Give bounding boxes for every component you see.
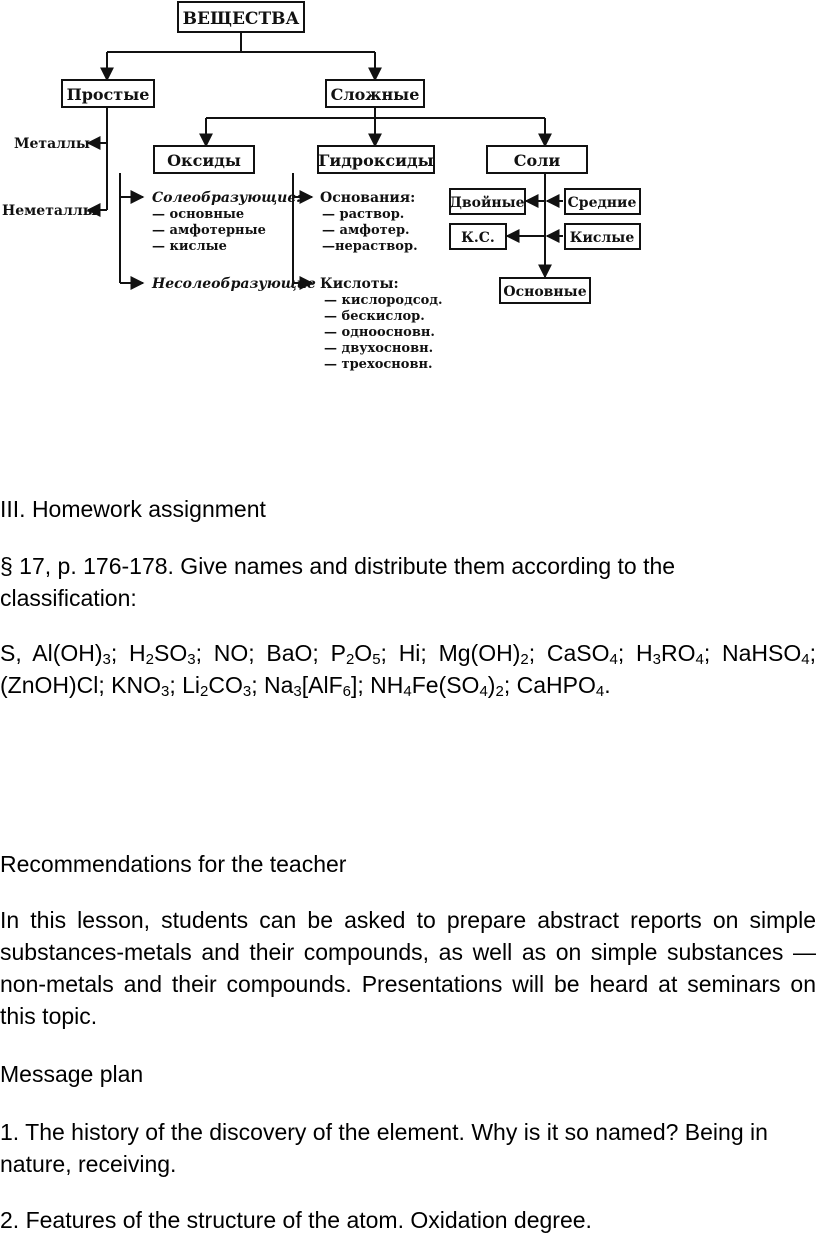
- metals-label: Металлы: [14, 136, 90, 152]
- oxide-type-basic: — основные: [152, 207, 245, 222]
- message-plan-heading: Message plan: [0, 1061, 144, 1087]
- plan-item-2: 2. Features of the structure of the atom. Oxidation degree.: [0, 1207, 592, 1233]
- hydroxides-node: [318, 146, 434, 173]
- acid-type-tribasic: — трехосновн.: [324, 357, 433, 372]
- simple-node: [62, 80, 154, 107]
- bases-label: Основания:: [320, 190, 416, 206]
- salts-label: Соли: [513, 151, 561, 170]
- complex-node: [326, 80, 424, 107]
- acid-salts-label: Кислые: [569, 230, 635, 246]
- simple-label: Простые: [66, 85, 150, 104]
- base-type-amphoteric: — амфотер.: [322, 223, 410, 238]
- acids-label: Кислоты:: [320, 276, 399, 292]
- basic-salts-label: Основные: [503, 284, 587, 300]
- nonmetals-label: Неметаллы: [2, 203, 97, 219]
- acid-salts-node: [565, 224, 640, 249]
- root-label: ВЕЩЕСТВА: [182, 9, 300, 29]
- non-salt-forming-oxides-label: Несолеобразующие: [152, 276, 316, 292]
- teacher-heading: Recommendations for the teacher: [0, 851, 347, 877]
- plan-item-1: 1. The history of the discovery of the element. Why is it so named? Being in nature, receiving.: [0, 1119, 768, 1177]
- salt-forming-oxides-label: Солеобразующие:: [152, 190, 302, 206]
- double-salts-node: [449, 189, 525, 214]
- complex-salts-node: [450, 224, 506, 249]
- medium-salts-label: Средние: [567, 195, 637, 211]
- root-node: [178, 2, 304, 32]
- base-type-soluble: — раствор.: [322, 207, 405, 222]
- substances-classification-diagram: [0, 0, 816, 390]
- homework-heading: III. Homework assignment: [0, 496, 266, 522]
- complex-salts-label: К.С.: [461, 230, 495, 246]
- homework-formulas: S, $Al(OH)_3$; $H_2SO_3$; NO; BaO; $P_2O_5$; Hi; $Mg(OH)_2$; CaSO$_4$; $H_3RO_4$; NaHSO$_4$; (ZnOH)Cl; $KNO_3$; $Li_2CO_3$; $Na_3[AlF_6]$; $NH_4Fe(SO_4)_2$; CaHPO$_4$.: [0, 640, 816, 700]
- base-type-insoluble: —нераствор.: [322, 239, 418, 254]
- homework-instruction: § 17, p. 176-178. Give names and distribute them according to the classification:: [0, 553, 676, 611]
- acid-type-oxygen-free: — бескислор.: [324, 309, 425, 324]
- oxide-type-acidic: — кислые: [152, 239, 227, 254]
- medium-salts-node: [565, 189, 640, 214]
- oxides-node: [154, 146, 254, 173]
- oxide-type-amphoteric: — амфотерные: [152, 223, 266, 238]
- oxides-label: Оксиды: [167, 151, 241, 170]
- acid-type-monobasic: — одноосновн.: [324, 325, 435, 340]
- acid-type-dibasic: — двухосновн.: [324, 341, 434, 356]
- teacher-paragraph: In this lesson, students can be asked to prepare abstract reports on simple substances-metals and their compounds, as well as on simple substances — non-metals and their compounds. Presentations will be heard at seminars on this topic.: [0, 907, 816, 1029]
- basic-salts-node: [500, 278, 590, 303]
- salts-node: [487, 146, 587, 173]
- complex-label: Сложные: [330, 85, 420, 104]
- acid-type-oxygen: — кислородсод.: [324, 293, 443, 308]
- double-salts-label: Двойные: [449, 195, 525, 211]
- hydroxides-label: Гидроксиды: [318, 151, 434, 170]
